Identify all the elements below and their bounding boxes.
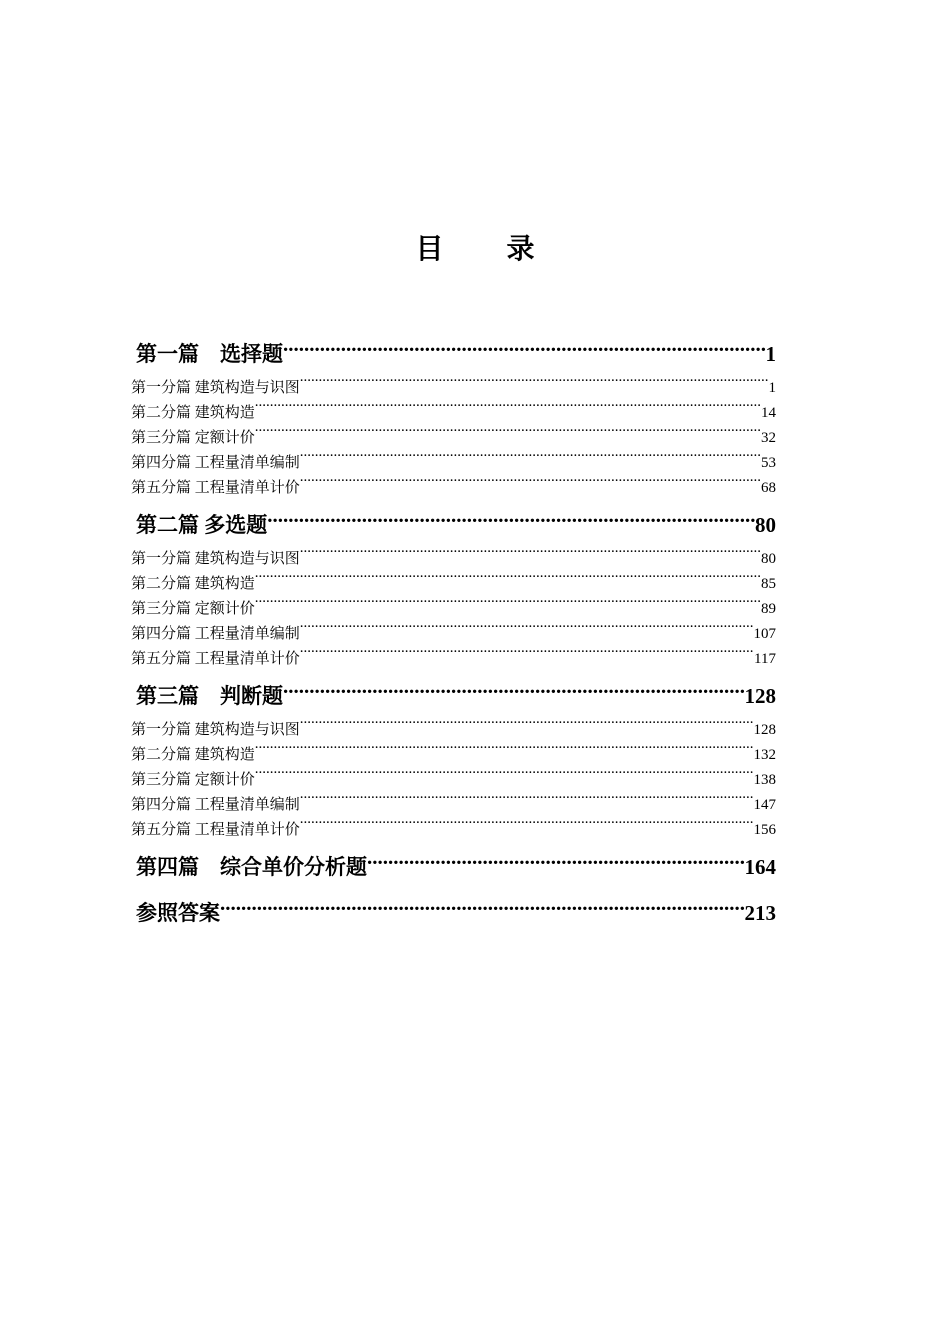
toc-item-label: 第一分篇 建筑构造与识图: [131, 722, 300, 738]
toc-section-2[interactable]: [131, 511, 776, 539]
toc-item-label: 第二分篇 建筑构造: [131, 576, 255, 592]
toc-item-label: 第五分篇 工程量清单计价: [131, 822, 300, 838]
dot-leader: [300, 719, 754, 734]
toc-answers[interactable]: [131, 899, 776, 927]
toc-item[interactable]: [131, 647, 776, 672]
toc-section-label: 第三篇 判断题: [136, 684, 283, 708]
toc-page-number: 132: [753, 747, 776, 763]
dot-leader: [255, 598, 761, 613]
toc-page-number: 68: [761, 480, 776, 496]
toc-item[interactable]: [131, 426, 776, 451]
toc-item-label: 第三分篇 定额计价: [131, 430, 255, 446]
toc-item-label: 第四分篇 工程量清单编制: [131, 626, 300, 642]
dot-leader: [300, 623, 754, 638]
toc-page-number: 138: [753, 772, 776, 788]
toc-item[interactable]: [131, 622, 776, 647]
dot-leader: [255, 427, 761, 442]
toc-item[interactable]: [131, 793, 776, 818]
toc-page-number: 14: [761, 405, 776, 421]
toc-item-label: 第五分篇 工程量清单计价: [131, 651, 300, 667]
toc-item-label: 第三分篇 定额计价: [131, 601, 255, 617]
toc-item-label: 第二分篇 建筑构造: [131, 405, 255, 421]
dot-leader: [300, 452, 761, 467]
toc-item[interactable]: [131, 547, 776, 572]
toc-page-number: 107: [753, 626, 776, 642]
toc-item[interactable]: [131, 818, 776, 843]
toc-item[interactable]: [131, 718, 776, 743]
toc-item[interactable]: [131, 376, 776, 401]
dot-leader: [283, 340, 766, 361]
toc-section-3[interactable]: [131, 682, 776, 710]
dot-leader: [300, 477, 761, 492]
dot-leader: [300, 548, 761, 563]
toc-page-number: 80: [755, 513, 776, 537]
toc-item-label: 第五分篇 工程量清单计价: [131, 480, 300, 496]
toc-page-number: 53: [761, 455, 776, 471]
toc-page-number: 80: [761, 551, 776, 567]
toc-item-label: 第一分篇 建筑构造与识图: [131, 380, 300, 396]
toc-page-number: 164: [744, 855, 776, 879]
toc-page-number: 89: [761, 601, 776, 617]
toc-page-number: 32: [761, 430, 776, 446]
dot-leader: [283, 682, 745, 703]
table-of-contents: [131, 330, 776, 935]
dot-leader: [220, 899, 745, 920]
toc-page-number: 128: [744, 684, 776, 708]
toc-item[interactable]: [131, 597, 776, 622]
toc-item[interactable]: [131, 572, 776, 597]
dot-leader: [300, 377, 769, 392]
toc-section-1[interactable]: [131, 340, 776, 368]
toc-item[interactable]: [131, 451, 776, 476]
toc-page-number: 117: [754, 651, 776, 667]
toc-item-label: 第四分篇 工程量清单编制: [131, 455, 300, 471]
toc-section-label: 第一篇 选择题: [136, 342, 283, 366]
dot-leader: [255, 769, 754, 784]
toc-page-number: 85: [761, 576, 776, 592]
toc-page-number: 213: [744, 901, 776, 925]
toc-item-label: 第二分篇 建筑构造: [131, 747, 255, 763]
toc-item-label: 第一分篇 建筑构造与识图: [131, 551, 300, 567]
dot-leader: [255, 573, 761, 588]
dot-leader: [367, 853, 745, 874]
toc-item-label: 第四分篇 工程量清单编制: [131, 797, 300, 813]
toc-page-number: 1: [768, 380, 776, 396]
page-title: 目 录: [415, 234, 563, 265]
dot-leader: [300, 794, 754, 809]
toc-page-number: 128: [753, 722, 776, 738]
dot-leader: [300, 648, 754, 663]
dot-leader: [267, 511, 755, 532]
toc-page-number: 1: [765, 342, 776, 366]
toc-item[interactable]: [131, 401, 776, 426]
toc-page-number: 156: [753, 822, 776, 838]
toc-section-4[interactable]: [131, 853, 776, 881]
toc-item[interactable]: [131, 743, 776, 768]
toc-section-label: 第四篇 综合单价分析题: [136, 855, 367, 879]
toc-item[interactable]: [131, 768, 776, 793]
toc-section-label: 第二篇 多选题: [136, 513, 268, 537]
toc-item-label: 第三分篇 定额计价: [131, 772, 255, 788]
dot-leader: [300, 819, 754, 834]
dot-leader: [255, 744, 754, 759]
toc-section-label: 参照答案: [136, 901, 220, 925]
toc-page-number: 147: [753, 797, 776, 813]
dot-leader: [255, 402, 761, 417]
toc-item[interactable]: [131, 476, 776, 501]
